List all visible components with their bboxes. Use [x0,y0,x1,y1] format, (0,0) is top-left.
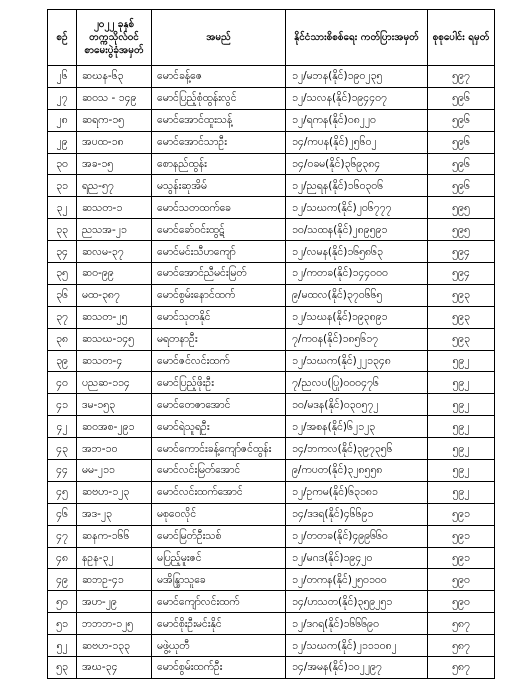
roll-number-cell: အဃ-၃၄ [77,657,152,679]
total-marks-cell: ၅၉၂ [428,481,495,503]
roll-number-cell: ဆသဃ-၁၄၅ [77,328,152,350]
row-number-cell: ၄၅ [48,481,77,503]
student-name-cell: မစုဝေလိုင် [152,503,286,525]
results-table [47,9,495,679]
row-number-cell: ၂၉ [48,131,77,153]
table-row [48,66,495,88]
student-name-cell: မောင်ကောင်းခန့်ကျော်ဇင်ထွန်း [152,438,286,460]
row-number-cell: ၃၃ [48,219,77,241]
row-number-cell: ၂၇ [48,87,77,109]
student-name-cell: မပြည့်မူးဇင် [152,547,286,569]
row-number-cell: ၃၇ [48,306,77,328]
roll-number-cell: ဆသတ-၄ [77,350,152,372]
roll-number-cell: ဆသတ-၂၅ [77,306,152,328]
total-marks-cell: ၅၉၃ [428,306,495,328]
row-number-cell: ၃၈ [48,328,77,350]
roll-number-cell: ပညဆ-၁၁၄ [77,372,152,394]
roll-number-cell: ဆဃန-၆၃ [77,66,152,88]
header-roll-number: ၂၀၂၂ ခုနှစ် တက္ကသိုလ်ဝင် စာမေးပွဲခုံအမှတ် [77,10,152,66]
total-marks-cell: ၅၉၆ [428,175,495,197]
nrc-number-cell: ၁၄/ဝခမ(နိုင်)၃၆၉၃၈၄ [286,153,428,175]
roll-number-cell: ဆလမ-၃၇ [77,241,152,263]
roll-number-cell: အဒ-၂၃ [77,503,152,525]
nrc-number-cell: ၁၀/သထန(နိုင်)၂၈၉၅၉၁ [286,219,428,241]
nrc-number-cell: ၁၂/သဃက(နိုင်)၂၀၆၇၇၇ [286,197,428,219]
total-marks-cell: ၅၉၄ [428,263,495,285]
student-name-cell: မရတနာဦး [152,328,286,350]
nrc-number-cell: ၁၂/မဂဒ(နိုင်)၁၉၄၂၀ [286,547,428,569]
table-row [48,284,495,306]
total-marks-cell: ၅၉၁ [428,503,495,525]
total-marks-cell: ၅၉၇ [428,66,495,88]
table-row [48,635,495,657]
roll-number-cell: ရည-၅၇ [77,175,152,197]
nrc-number-cell: ၁၂/တကန(နိုင်)၂၅၀၁၀၀ [286,569,428,591]
student-name-cell: မောင်ပြည့်စုံထွန်းလွင် [152,87,286,109]
results-sheet [47,9,495,679]
table-row [48,175,495,197]
row-number-cell: ၃၂ [48,197,77,219]
table-row [48,241,495,263]
row-number-cell: ၅၀ [48,591,77,613]
header-name: အမည် [152,10,286,66]
header-no: စဉ် [48,10,77,66]
table-row [48,131,495,153]
nrc-number-cell: ၁၂/သဃက(နိုင်)၂၁၁၁၀၈၂ [286,635,428,657]
roll-number-cell: ဘဘဘ-၁၂၅ [77,613,152,635]
table-row [48,591,495,613]
nrc-number-cell: ၇/ညလပ(ပြု)၀၀၀၄၇၆ [286,372,428,394]
student-name-cell: မောင်မင်းသီဟကျော် [152,241,286,263]
row-number-cell: ၅၂ [48,635,77,657]
row-number-cell: ၂၈ [48,109,77,131]
student-name-cell: မောင်ကျော်လင်းထက် [152,591,286,613]
student-name-cell: မောင်လင်းထက်အောင် [152,481,286,503]
row-number-cell: ၄၆ [48,503,77,525]
total-marks-cell: ၅၈၇ [428,635,495,657]
student-name-cell: မောင်စိုးဦးမင်းနိုင် [152,613,286,635]
nrc-number-cell: ၁၂/တတခ(နိုင်)၄၉၉၆၆၀ [286,525,428,547]
roll-number-cell: ဆဗဟ-၁၂၃ [77,481,152,503]
nrc-number-cell: ၁၄/ဘကလ(နိုင်)၃၉၇၃၅၆ [286,438,428,460]
row-number-cell: ၄၀ [48,372,77,394]
table-row [48,657,495,679]
total-marks-cell: ၅၉၁ [428,525,495,547]
total-marks-cell: ၅၉၁ [428,547,495,569]
table-row [48,438,495,460]
table-row [48,416,495,438]
table-row [48,503,495,525]
row-number-cell: ၄၇ [48,525,77,547]
total-marks-cell: ၅၉၀ [428,569,495,591]
roll-number-cell: အခ-၁၅ [77,153,152,175]
total-marks-cell: ၅၉၃ [428,284,495,306]
student-name-cell: မောင်ခန့်ဇေ [152,66,286,88]
student-name-cell: မောင်ရဲသူရဦး [152,416,286,438]
total-marks-cell: ၅၉၅ [428,219,495,241]
roll-number-cell: ဆဗဟ-၁၃၃ [77,635,152,657]
nrc-number-cell: ၁၂/သဃက(နိုင်)၂၂၁၃၄၈ [286,350,428,372]
row-number-cell: ၄၄ [48,460,77,482]
total-marks-cell: ၅၉၃ [428,328,495,350]
roll-number-cell: ဆဝအစ-၂၉၁ [77,416,152,438]
student-name-cell: မောင်အောင်ညီမင်းမြတ် [152,263,286,285]
row-number-cell: ၄၃ [48,438,77,460]
student-name-cell: မောင်ဇင်လင်းထက် [152,350,286,372]
table-row [48,460,495,482]
row-number-cell: ၅၁ [48,613,77,635]
roll-number-cell: ညသအ-၂၁ [77,219,152,241]
nrc-number-cell: ၁၂/ရကန(နိုင်)၀၈၂၂၀ [286,109,428,131]
nrc-number-cell: ၁၂/မဘန(နိုင်)၁၉၀၂၃၅ [286,66,428,88]
student-name-cell: မောင်သတထက်ခေ [152,197,286,219]
nrc-number-cell: ၇/ကဝန(နိုင်)၁၈၅၆၁၇ [286,328,428,350]
row-number-cell: ၄၈ [48,547,77,569]
roll-number-cell: အဘ-၁၀ [77,438,152,460]
row-number-cell: ၄၉ [48,569,77,591]
student-name-cell: မောင်သုတနိုင် [152,306,286,328]
roll-number-cell: အပထ-၁၈ [77,131,152,153]
header-total-marks: စုစုပေါင်း ရမှတ် [428,10,495,66]
nrc-number-cell: ၁၂/သလန(နိုင်)၁၉၄၄၀၇ [286,87,428,109]
total-marks-cell: ၅၈၇ [428,657,495,679]
total-marks-cell: ၅၉၆ [428,109,495,131]
total-marks-cell: ၅၉၆ [428,153,495,175]
table-row [48,197,495,219]
total-marks-cell: ၅၉၂ [428,438,495,460]
student-name-cell: မောင်လင်းမြတ်အောင် [152,460,286,482]
table-row [48,525,495,547]
student-name-cell: မောင်အောင်ထူးသန့် [152,109,286,131]
nrc-number-cell: ၁၂/လမန(နိုင်)၁၆၅၈၆၃ [286,241,428,263]
nrc-number-cell: ၁၄/အမန(နိုင်)၁၀၂၂၉၇ [286,657,428,679]
header-nrc: နိုင်ငံသားစိစစ်ရေး ကတ်ပြားအမှတ် [286,10,428,66]
total-marks-cell: ၅၉၂ [428,416,495,438]
row-number-cell: ၃၆ [48,284,77,306]
total-marks-cell: ၅၉၄ [428,241,495,263]
total-marks-cell: ၅၉၀ [428,591,495,613]
table-row [48,569,495,591]
nrc-number-cell: ၁၄/ဒဒရ(နိုင်)၄၆၆၉၁ [286,503,428,525]
row-number-cell: ၂၆ [48,66,77,88]
total-marks-cell: ၅၉၆ [428,131,495,153]
nrc-number-cell: ၁၂/ဥကမ(နိုင်)၆၃၁၈၁ [286,481,428,503]
row-number-cell: ၃၄ [48,241,77,263]
total-marks-cell: ၅၉၅ [428,197,495,219]
table-row [48,547,495,569]
student-name-cell: မောင်ခော်ဝင်းထွဋ် [152,219,286,241]
nrc-number-cell: ၁၂/သဃန(နိုင်)၁၉၃၈၉၁ [286,306,428,328]
table-row [48,350,495,372]
total-marks-cell: ၅၉၂ [428,460,495,482]
roll-number-cell: ဆဝ-၉၉ [77,263,152,285]
total-marks-cell: ၅၉၂ [428,394,495,416]
roll-number-cell: နဥန-၃၂ [77,547,152,569]
student-name-cell: မောင်စွမ်းနောင်ထက် [152,284,286,306]
header-row [48,10,495,66]
roll-number-cell: ဆဝသ - ၁၄၉ [77,87,152,109]
student-name-cell: မအိန္ဒြာသူခေ [152,569,286,591]
table-row [48,328,495,350]
nrc-number-cell: ၁၄/ကပန(နိုင်)၂၅၆၀၂ [286,131,428,153]
table-body [48,66,495,679]
student-name-cell: မဖွဲ့ယုတီ [152,635,286,657]
nrc-number-cell: ၁၂/ကတခ(နိုင်)၁၄၄၀၀၀ [286,263,428,285]
nrc-number-cell: ၉/ကပတ(နိုင်)၃၂၈၅၅၈ [286,460,428,482]
nrc-number-cell: ၁၂/အစန(နိုင်)၆၂၁၂၃ [286,416,428,438]
nrc-number-cell: ၁၀/မဒန(နိုင်)၀၃၀၅၇၂ [286,394,428,416]
student-name-cell: မောင်ပြည့်ဖိုးဦး [152,372,286,394]
table-row [48,109,495,131]
nrc-number-cell: ၁၄/ဟသတ(နိုင်)၃၅၉၂၅၁ [286,591,428,613]
roll-number-cell: ဆသတ-၁ [77,197,152,219]
nrc-number-cell: ၁၂/ညရန(နိုင်)၁၆၀၃၀၆ [286,175,428,197]
table-row [48,263,495,285]
row-number-cell: ၃၁ [48,175,77,197]
student-name-cell: မသွန်းဆုအိမ် [152,175,286,197]
student-name-cell: မောင်တေဇာအောင် [152,394,286,416]
student-name-cell: မောင်စွမ်းထက်ဦး [152,657,286,679]
table-row [48,394,495,416]
student-name-cell: မောင်အောင်သာဦး [152,131,286,153]
nrc-number-cell: ၁၂/ဒဂရ(နိုင်)၁၆၆၆၉၀ [286,613,428,635]
roll-number-cell: ဆဘဥ-၄၁ [77,569,152,591]
total-marks-cell: ၅၉၆ [428,87,495,109]
roll-number-cell: ဆရက-၁၅ [77,109,152,131]
total-marks-cell: ၅၈၇ [428,613,495,635]
roll-number-cell: မထ-၃၈၇ [77,284,152,306]
row-number-cell: ၄၁ [48,394,77,416]
student-name-cell: စောနည်ထွန်း [152,153,286,175]
table-row [48,481,495,503]
row-number-cell: ၃၅ [48,263,77,285]
roll-number-cell: ဆနက-၁၆၆ [77,525,152,547]
total-marks-cell: ၅၉၂ [428,372,495,394]
table-row [48,219,495,241]
row-number-cell: ၅၃ [48,657,77,679]
row-number-cell: ၃၉ [48,350,77,372]
nrc-number-cell: ၉/မထလ(နိုင်)၃၇၀၆၆၅ [286,284,428,306]
roll-number-cell: ဒမ-၁၅၃ [77,394,152,416]
table-row [48,87,495,109]
roll-number-cell: အဟ-၂၉ [77,591,152,613]
row-number-cell: ၃၀ [48,153,77,175]
table-row [48,613,495,635]
total-marks-cell: ၅၉၂ [428,350,495,372]
student-name-cell: မောင်မြတ်ဦးသစ် [152,525,286,547]
table-row [48,306,495,328]
row-number-cell: ၄၂ [48,416,77,438]
table-row [48,372,495,394]
roll-number-cell: မမ-၂၁၁ [77,460,152,482]
table-row [48,153,495,175]
